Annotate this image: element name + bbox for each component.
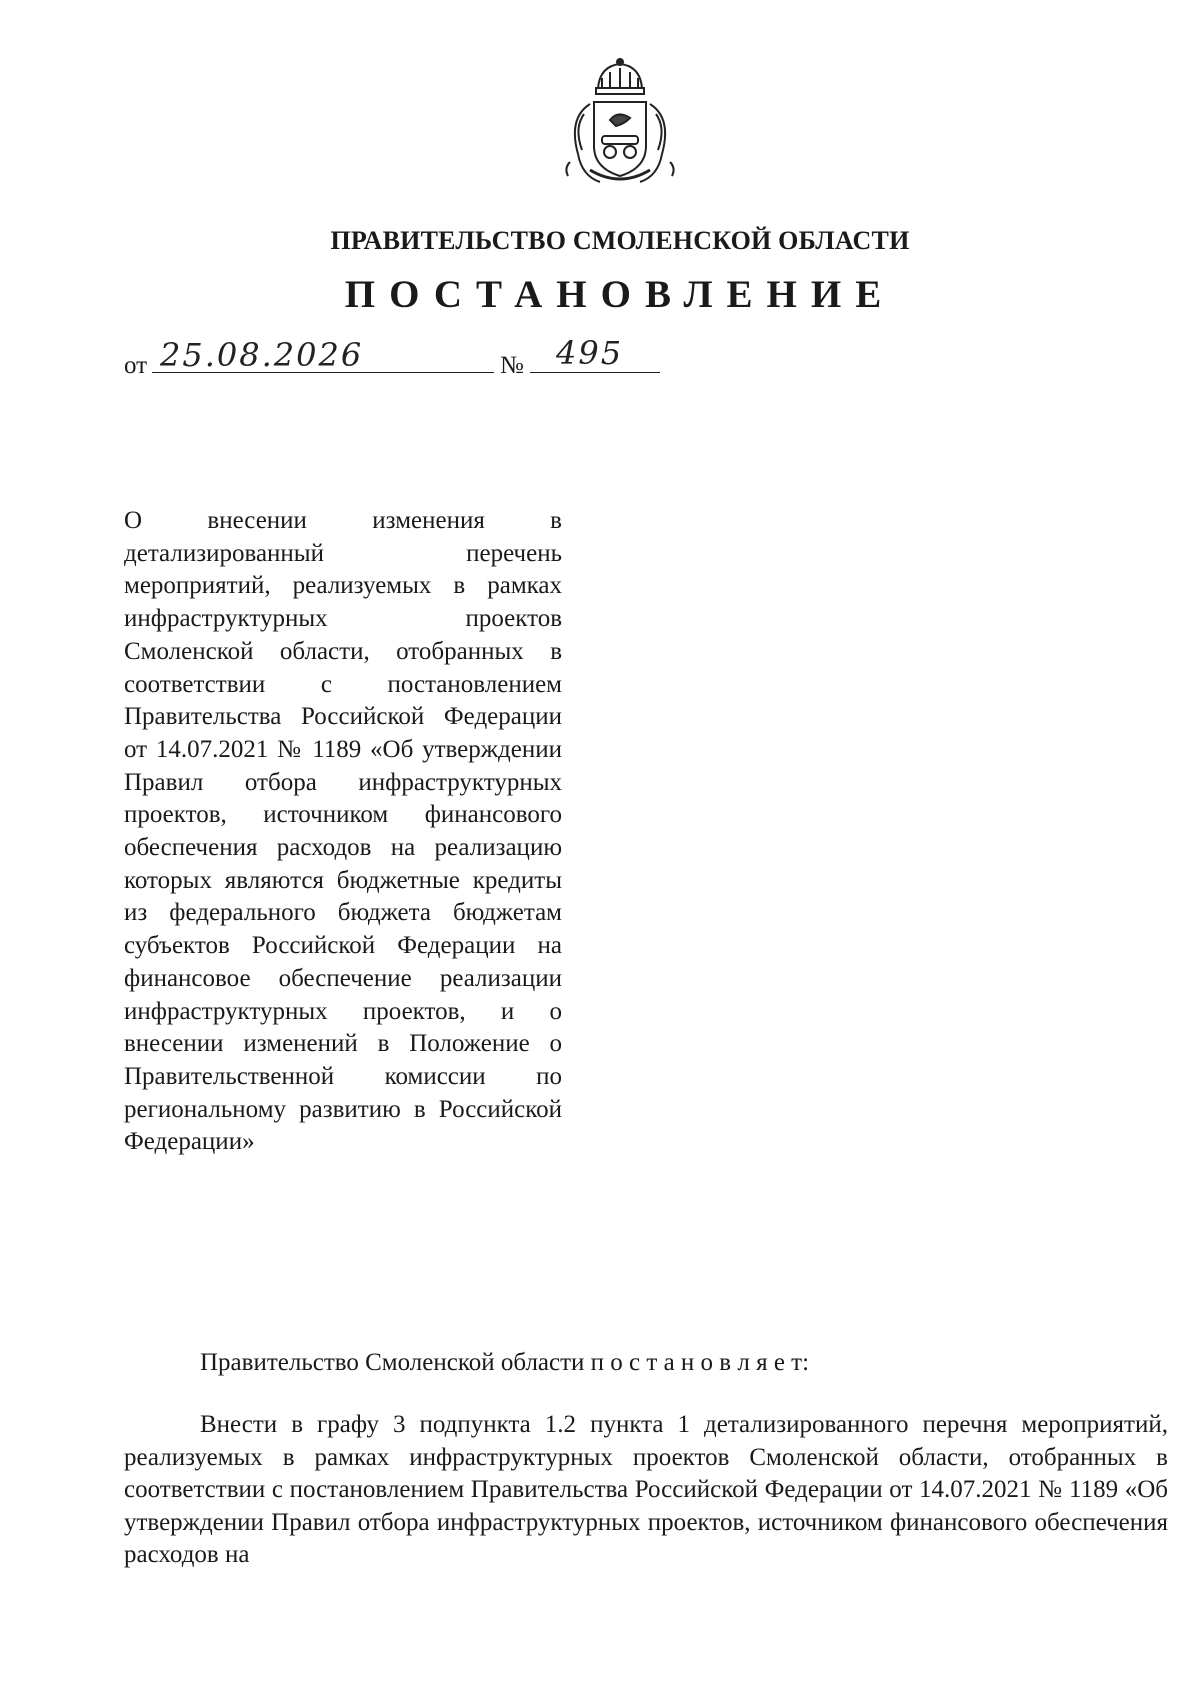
body-paragraph: Внести в графу 3 подпункта 1.2 пункта 1 детализированного перечня мероприятий, реализуемых в рамках инфраструктурных проектов Смоленской области, отобранных в соответствии с постановлением Правительства Российской Федерации от 14.07.2021 № 1189 «Об утверждении Правил отбора инфраструктурных проектов, источником финансового обеспечения расходов на xyxy=(124,1411,1168,1569)
preamble: Правительство Смоленской области п о с т а н о в л я е т: xyxy=(200,1349,810,1376)
coat-of-arms-icon xyxy=(560,58,680,188)
document-type: ПОСТАНОВЛЕНИЕ xyxy=(344,273,896,316)
government-title: ПРАВИТЕЛЬСТВО СМОЛЕНСКОЙ ОБЛАСТИ xyxy=(330,226,910,255)
handwritten-date: 25.08.2026 xyxy=(160,336,364,374)
handwritten-number: 495 xyxy=(556,334,624,372)
document-subject: О внесении изменения в детализированный перечень мероприятий, реализуемых в рамках инфраструктурных проектов Смоленской области, отобранных в соответствии с постановлением Правительства Российской Федерации от 14.07.2021 № 1189 «Об утверждении Правил отбора инфраструктурных проектов, источником финансового обеспечения расходов на реализацию которых являются бюджетные кредиты из федерального бюджета бюджетам субъектов Российской Федерации на финансовое обеспечение реализации инфраструктурных проектов, и о внесении изменений в Положение о Правительственной комиссии по региональному развитию в Российской Федерации» xyxy=(124,507,562,1156)
date-prefix: от xyxy=(124,352,148,379)
number-prefix: № xyxy=(500,352,524,379)
number-underline xyxy=(530,372,660,373)
